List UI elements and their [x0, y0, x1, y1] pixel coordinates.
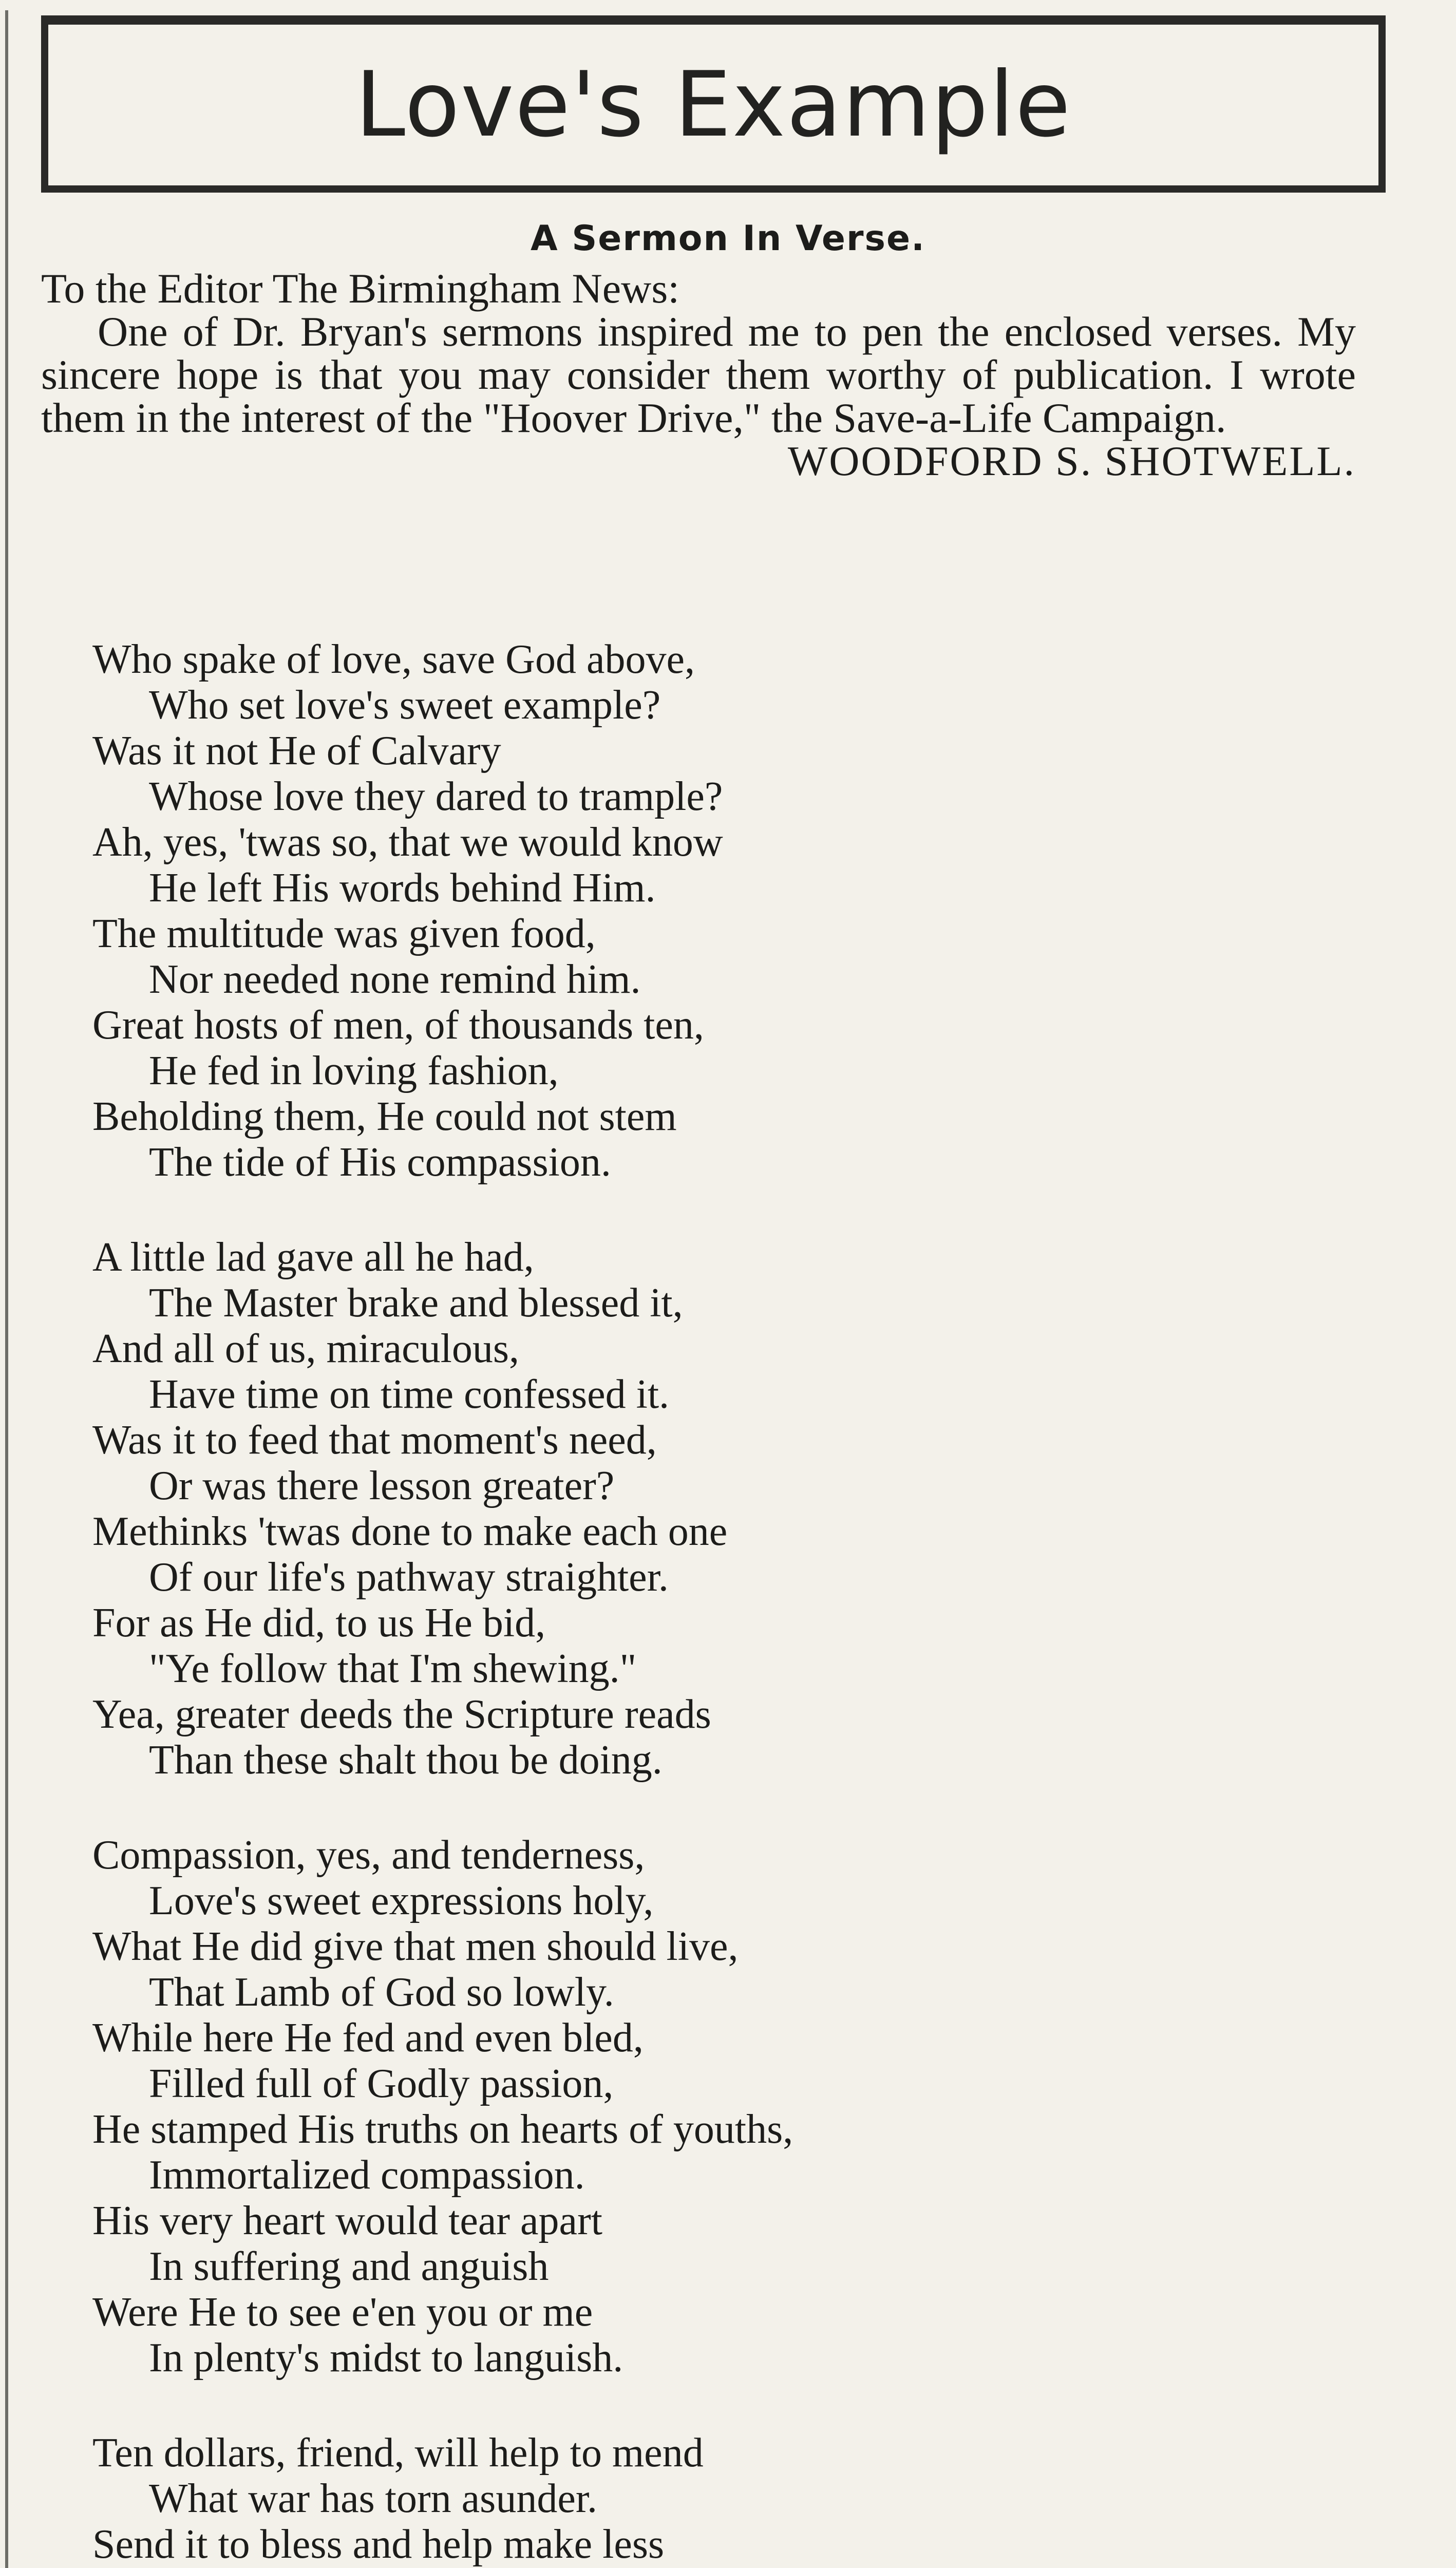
poem-line: Send it to bless and help make less	[92, 2522, 665, 2567]
letter-body: One of Dr. Bryan's sermons inspired me to pen the enclosed verses. My sincere hope is that you may consider them worthy of publication. I wrote them in the interest of the "Hoover Drive," the Save-a-Life Campaign.	[41, 308, 1356, 441]
poem-line: What He did give that men should live,	[92, 1924, 739, 1969]
poem-line: Were He to see e'en you or me	[92, 2290, 593, 2335]
poem-line: He left His words behind Him.	[149, 865, 656, 911]
poem-line: Have time on time confessed it.	[149, 1372, 670, 1417]
poem-line: Of our life's pathway straighter.	[149, 1555, 669, 1600]
poem-line: Or was there lesson greater?	[149, 1463, 615, 1508]
poem-stanza	[92, 1235, 1376, 1783]
poem-line: The Master brake and blessed it,	[149, 1280, 683, 1326]
poem-line: Who spake of love, save God above,	[92, 637, 695, 682]
poem-line: The tide of His compassion.	[149, 1140, 611, 1185]
poem-line: A little lad gave all he had,	[92, 1235, 534, 1280]
poem-line: He stamped His truths on hearts of youths,	[92, 2107, 793, 2152]
letter-signature: WOODFORD S. SHOTWELL.	[787, 438, 1356, 484]
poem-line: Ah, yes, 'twas so, that we would know	[92, 820, 723, 865]
poem-line: Who set love's sweet example?	[149, 683, 661, 728]
column-rule-left	[5, 10, 8, 2568]
poem-line: Filled full of Godly passion,	[149, 2061, 614, 2106]
poem-line: While here He fed and even bled,	[92, 2015, 644, 2061]
poem-line: The multitude was given food,	[92, 911, 596, 956]
letter-salutation: To the Editor The Birmingham News:	[41, 265, 680, 312]
poem-stanza	[92, 1833, 1376, 2381]
poem-line: Whose love they dared to trample?	[149, 774, 723, 819]
subheadline: A Sermon In Verse.	[531, 218, 925, 259]
poem-line: In suffering and anguish	[149, 2244, 549, 2289]
poem-line: Great hosts of men, of thousands ten,	[92, 1003, 704, 1048]
poem-line: "Ye follow that I'm shewing."	[149, 1646, 637, 1691]
poem-line: Than these shalt thou be doing.	[149, 1738, 663, 1783]
poem-line: Was it not He of Calvary	[92, 728, 501, 773]
poem	[92, 637, 1376, 2568]
poem-stanza	[92, 637, 1376, 1185]
poem-line: Beholding them, He could not stem	[92, 1094, 677, 1139]
poem-line: Immortalized compassion.	[149, 2152, 585, 2198]
poem-line: And all of us, miraculous,	[92, 1326, 519, 1371]
poem-line: For as He did, to us He bid,	[92, 1600, 546, 1646]
poem-line: Yea, greater deeds the Scripture reads	[92, 1692, 711, 1737]
poem-line: That Lamb of God so lowly.	[149, 1970, 614, 2015]
headline: Love's Example	[355, 53, 1072, 157]
poem-line: What war has torn asunder.	[149, 2476, 598, 2521]
poem-line: Nor needed none remind him.	[149, 957, 641, 1002]
poem-line: Was it to feed that moment's need,	[92, 1418, 657, 1463]
poem-line: Methinks 'twas done to make each one	[92, 1509, 728, 1554]
headline-box	[41, 15, 1386, 193]
poem-line: Compassion, yes, and tenderness,	[92, 1833, 645, 1878]
poem-line: His very heart would tear apart	[92, 2198, 602, 2243]
editor-letter	[41, 267, 1356, 483]
poem-line: He fed in loving fashion,	[149, 1048, 559, 1093]
poem-line: In plenty's midst to languish.	[149, 2335, 623, 2381]
poem-stanza	[92, 2430, 1376, 2568]
poem-line: Ten dollars, friend, will help to mend	[92, 2430, 704, 2476]
poem-line: Love's sweet expressions holy,	[149, 1878, 654, 1923]
